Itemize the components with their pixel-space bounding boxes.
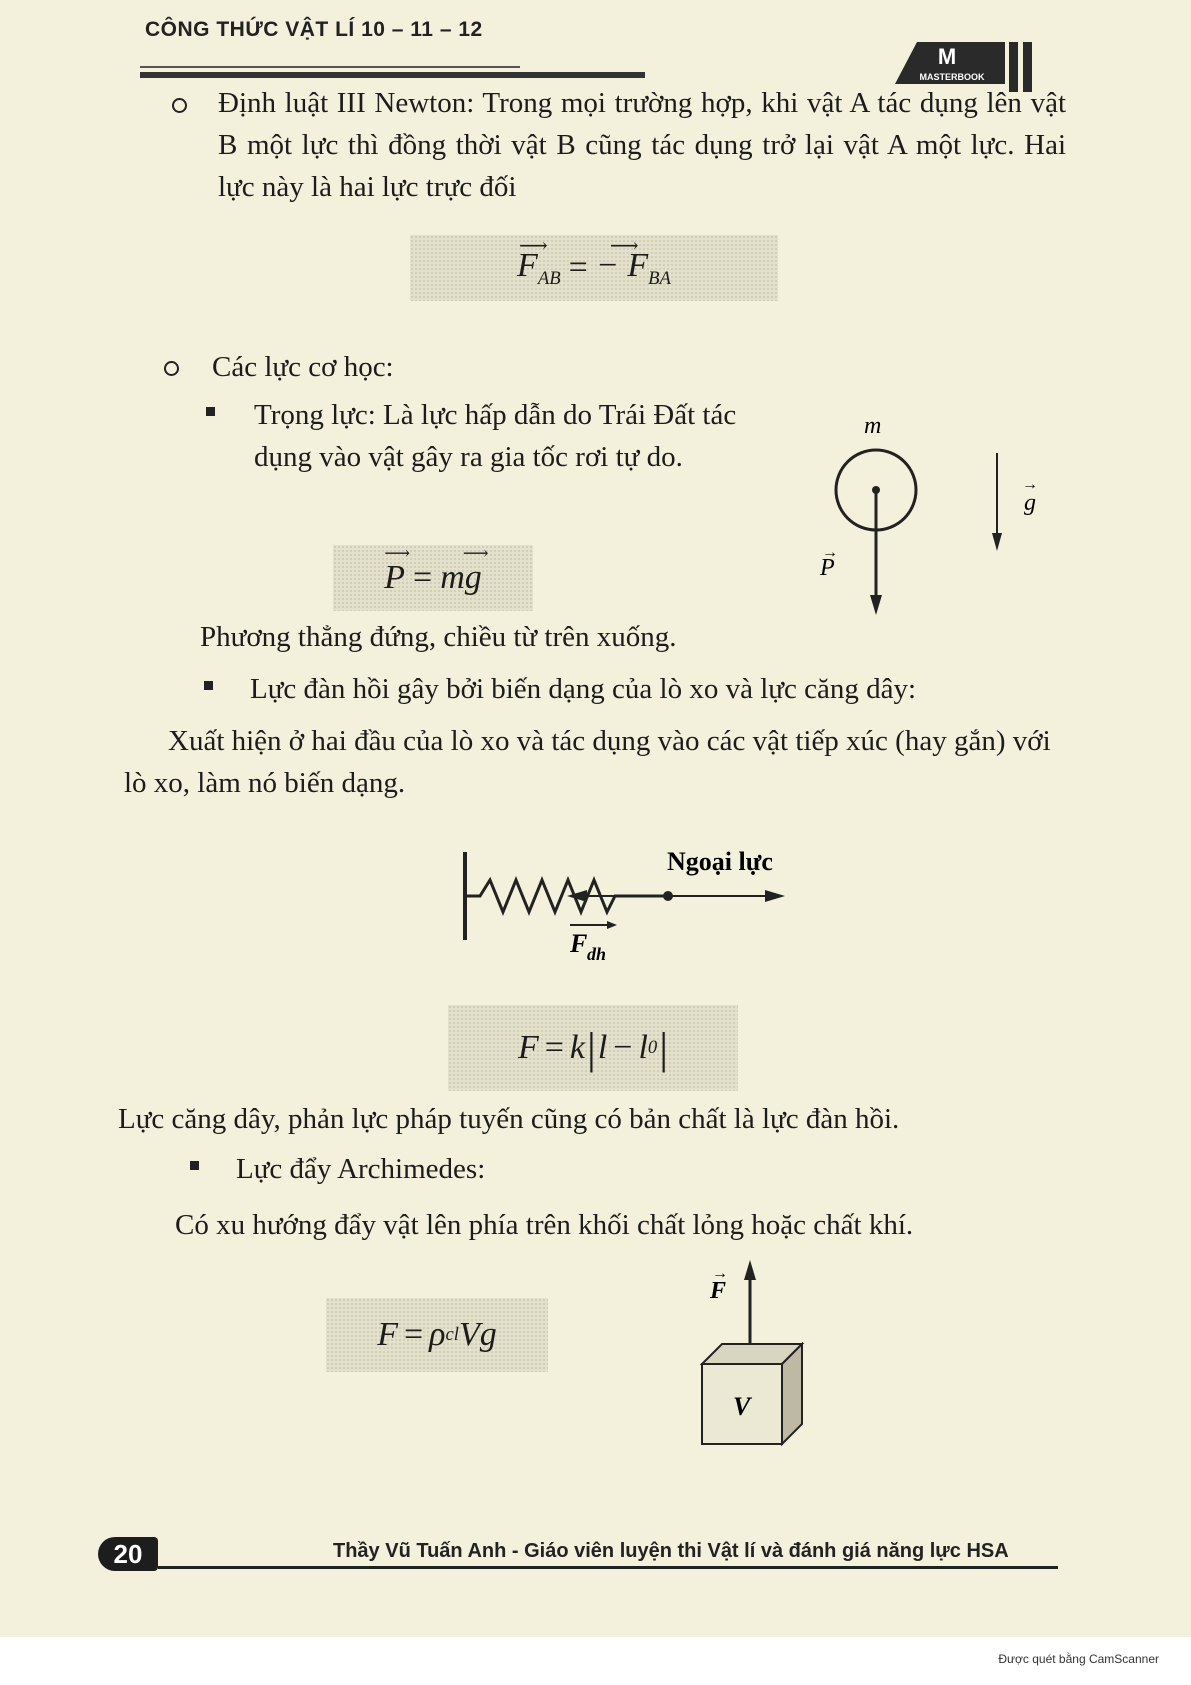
bullet-forces [164, 361, 179, 376]
buoyant-arrowhead [744, 1260, 756, 1280]
scanner-watermark: Được quét bằng CamScanner [998, 1652, 1159, 1666]
weight-arrowhead [870, 595, 882, 615]
bullet-newton3 [172, 98, 187, 113]
weight-label-arrow: → [822, 544, 838, 561]
elastic-formula: F = k | l − l 0 | [448, 1005, 738, 1091]
fdh-arrowhead [607, 921, 617, 929]
elastic-text: Xuất hiện ở hai đầu của lò xo và tác dụng vào các vật tiếp xúc (hay gắn) với lò xo, làm nó biến dạng. [124, 725, 1051, 799]
external-force-label: Ngoại lực [667, 847, 773, 876]
weight-label: P [820, 555, 835, 581]
header-rule-thin [140, 66, 520, 68]
fdh-sub: dh [587, 944, 607, 964]
spring-figure [455, 840, 815, 970]
gravity-formula: ⟶ P = m ⟶ g [333, 545, 533, 611]
buoyant-label: F [710, 1278, 727, 1304]
svg-text:M: M [937, 44, 957, 69]
external-force-arrowhead [765, 890, 785, 902]
mass-label: m [864, 413, 882, 439]
footer-author: Thầy Vũ Tuấn Anh - Giáo viên luyện thi Vật lí và đánh giá năng lực HSA [333, 1540, 1009, 1562]
archimedes-figure [690, 1258, 820, 1458]
gravity-direction: Phương thẳng đứng, chiều từ trên xuống. [200, 621, 677, 653]
bullet-archimedes [190, 1161, 199, 1170]
header-rule [140, 72, 645, 78]
archimedes-text: Có xu hướng đẩy vật lên phía trên khối chất lỏng hoặc chất khí. [175, 1209, 914, 1241]
volume-label: V [733, 1392, 751, 1421]
archimedes-formula: F = ρ cl Vg [326, 1298, 548, 1372]
newton3-text: Định luật III Newton: Trong mọi trường hợp, khi vật A tác dụng lên vật B một lực thì đồng thời vật B cũng tác dụng trở lại vật A một lực. Hai lực này là hai lực trực đối [218, 87, 1066, 203]
g-label: g [1024, 490, 1036, 516]
elastic-title: Lực đàn hồi gây bởi biến dạng của lò xo và lực căng dây: [250, 673, 917, 705]
bullet-gravity [206, 407, 215, 416]
footer-rule [158, 1566, 1058, 1569]
g-arrowhead [992, 533, 1002, 551]
newton3-formula: ⟶ $F_{AB}$ = − ⟶ $F_{BA}$ [410, 235, 778, 301]
gravity-figure [800, 405, 1060, 625]
gravity-text: Trọng lực: Là lực hấp dẫn do Trái Đất tác dụng vào vật gây ra gia tốc rơi tự do. [254, 399, 737, 473]
buoyant-label-arrow: → [712, 1265, 728, 1282]
fdh-label: F [570, 929, 588, 958]
logo-text: MASTERBOOK [919, 72, 985, 82]
archimedes-title: Lực đẩy Archimedes: [236, 1153, 486, 1185]
page-number: 20 [98, 1537, 158, 1571]
g-label-arrow: → [1022, 476, 1038, 493]
forces-heading: Các lực cơ học: [212, 351, 394, 383]
elastic-note: Lực căng dây, phản lực pháp tuyến cũng có bản chất là lực đàn hồi. [118, 1103, 900, 1135]
header-title: CÔNG THỨC VẬT LÍ 10 – 11 – 12 [145, 18, 483, 41]
bullet-elastic [204, 681, 213, 690]
